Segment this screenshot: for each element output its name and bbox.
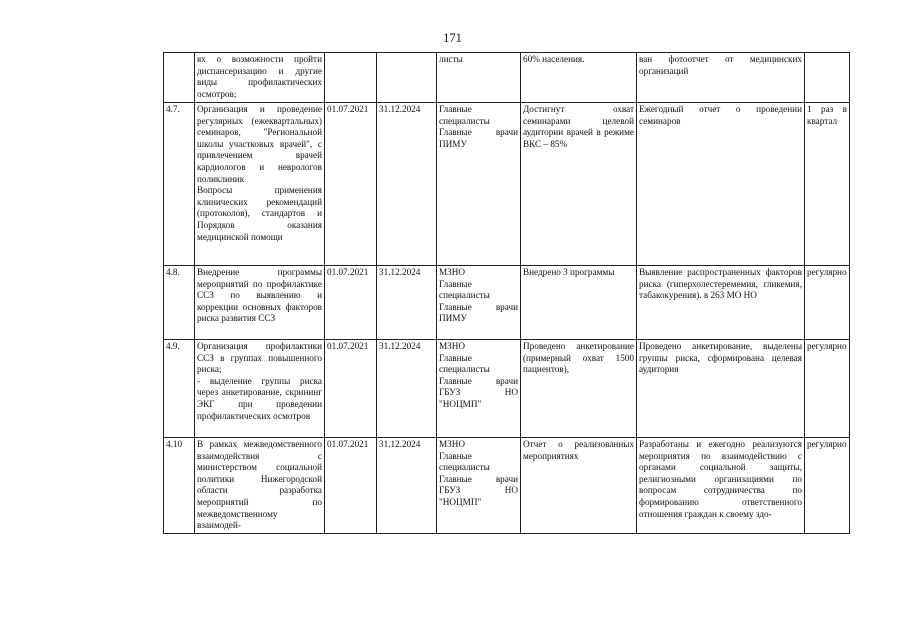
end-date-cell: 31.12.2024 bbox=[377, 340, 437, 438]
end-date-cell: 31.12.2024 bbox=[377, 103, 437, 266]
frequency-cell: регулярно bbox=[805, 266, 850, 340]
reporting-cell: Разработаны и ежегодно реализуются мероприятия по взаимодействию с органами социальной защиты, религиозными организациями по вопросам сотрудничества по формированию ответственного отношения граждан к своему здо- bbox=[637, 438, 805, 534]
result-cell: Проведено анкетирование (примерный охват 1500 пациентов), bbox=[521, 340, 637, 438]
reporting-cell: Ежегодный отчет о проведении семинаров bbox=[637, 103, 805, 266]
reporting-cell: ван фотоотчет от медицинских организаций bbox=[637, 53, 805, 103]
table-row bbox=[164, 53, 850, 103]
row-number bbox=[164, 53, 195, 103]
result-cell: Достигнут охват семинарами целевой аудитории врачей в режиме ВКС – 85% bbox=[521, 103, 637, 266]
activity-cell: Организация профилактики ССЗ в группах повышенного риска; - выделение группы риска через анкетирование, скрининг ЭКГ при проведении профилактических осмотров bbox=[195, 340, 325, 438]
frequency-cell bbox=[805, 53, 850, 103]
start-date-cell: 01.07.2021 bbox=[325, 438, 377, 534]
table-row bbox=[164, 103, 850, 266]
page-number: 171 bbox=[443, 31, 462, 45]
row-number: 4.7. bbox=[164, 103, 195, 266]
table-row bbox=[164, 266, 850, 340]
responsible-cell: Главные специалисты Главные врачи ПИМУ bbox=[437, 103, 521, 266]
result-cell: Внедрено 3 программы bbox=[521, 266, 637, 340]
reporting-cell: Выявление распространенных факторов риска (гиперхолестеремемия, гликемия, табакокурения). в 263 МО НО bbox=[637, 266, 805, 340]
activity-cell: Организация и проведение регулярных (ежеквартальных) семинаров, "Региональной школы участковых врачей", с привлечением врачей кардиологов и неврологов поликлиник Вопросы применения клинических рекомендаций (протоколов), стандартов и Порядков оказания медицинской помощи bbox=[195, 103, 325, 266]
frequency-cell: регулярно bbox=[805, 340, 850, 438]
frequency-cell: регулярно bbox=[805, 438, 850, 534]
table-row bbox=[164, 438, 850, 534]
row-number: 4.8. bbox=[164, 266, 195, 340]
plan-table bbox=[163, 52, 850, 534]
activity-cell: Внедрение программы мероприятий по профилактике ССЗ по выявлению и коррекции основных факторов риска развития ССЗ bbox=[195, 266, 325, 340]
start-date-cell bbox=[325, 53, 377, 103]
activity-cell: ях о возможности пройти диспансеризацию и другие виды профилактических осмотров; bbox=[195, 53, 325, 103]
responsible-cell: листы bbox=[437, 53, 521, 103]
reporting-cell: Проведено анкетирование, выделены группы риска, сформирована целевая аудитория bbox=[637, 340, 805, 438]
end-date-cell: 31.12.2024 bbox=[377, 266, 437, 340]
table-row bbox=[164, 340, 850, 438]
responsible-cell: МЗНО Главные специалисты Главные врачи ГБУЗ НО "НОЦМП" bbox=[437, 340, 521, 438]
activity-cell: В рамках межведомственного взаимодействия с министерством социальной политики Нижегородской области разработка мероприятий по межведомственному взаимодей- bbox=[195, 438, 325, 534]
start-date-cell: 01.07.2021 bbox=[325, 103, 377, 266]
end-date-cell bbox=[377, 53, 437, 103]
row-number: 4.10 bbox=[164, 438, 195, 534]
end-date-cell: 31.12.2024 bbox=[377, 438, 437, 534]
responsible-cell: МЗНО Главные специалисты Главные врачи ПИМУ bbox=[437, 266, 521, 340]
start-date-cell: 01.07.2021 bbox=[325, 340, 377, 438]
frequency-cell: 1 раз в квартал bbox=[805, 103, 850, 266]
responsible-cell: МЗНО Главные специалисты Главные врачи ГБУЗ НО "НОЦМП" bbox=[437, 438, 521, 534]
start-date-cell: 01.07.2021 bbox=[325, 266, 377, 340]
result-cell: Отчет о реализованных мероприятиях bbox=[521, 438, 637, 534]
row-number: 4.9. bbox=[164, 340, 195, 438]
result-cell: 60% населения. bbox=[521, 53, 637, 103]
